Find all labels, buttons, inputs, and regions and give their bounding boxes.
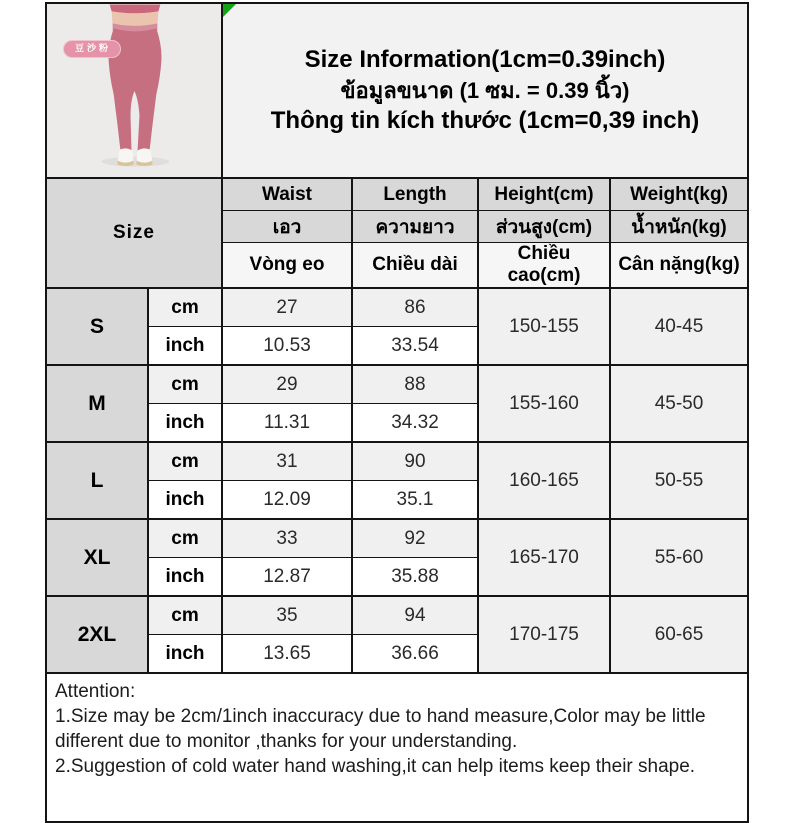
weight-range: 60-65 [610,596,748,673]
size-label-m: M [46,365,148,442]
unit-cm-label: cm [148,596,222,635]
unit-cm-label: cm [148,442,222,481]
header-row-english [46,178,748,211]
size-chart-sheet [45,2,749,823]
waist-cm-value: 31 [222,442,352,481]
waist-header-vi: Vòng eo [222,243,352,289]
waist-cm-value: 33 [222,519,352,558]
height-range: 160-165 [478,442,610,519]
title-english: Size Information(1cm=0.39inch) [304,46,666,73]
length-header-th: ความยาว [352,211,478,243]
length-header-en: Length [352,178,478,211]
size-label-l: L [46,442,148,519]
length-cm-value: 86 [352,288,478,327]
weight-range: 40-45 [610,288,748,365]
size-column-header: Size [46,178,222,288]
left-shoe [118,148,134,163]
waist-inch-value: 12.87 [222,558,352,597]
table-row [46,519,748,558]
size-label-xl: XL [46,519,148,596]
length-cm-value: 94 [352,596,478,635]
length-inch-value: 35.1 [352,481,478,520]
table-row [46,365,748,404]
right-shoe [136,148,152,163]
length-header-vi: Chiều dài [352,243,478,289]
unit-cm-label: cm [148,288,222,327]
length-inch-value: 33.54 [352,327,478,366]
waist-header-th: เอว [222,211,352,243]
length-cm-value: 90 [352,442,478,481]
attention-line-2: 2.Suggestion of cold water hand washing,it can help items keep their shape. [55,756,696,777]
height-header-en: Height(cm) [478,178,610,211]
height-range: 170-175 [478,596,610,673]
waist-inch-value: 12.09 [222,481,352,520]
waist-inch-value: 13.65 [222,635,352,674]
unit-inch-label: inch [148,481,222,520]
top-row [46,3,748,178]
length-inch-value: 35.88 [352,558,478,597]
waist-cm-value: 27 [222,288,352,327]
size-chart-table [45,2,749,823]
height-range: 165-170 [478,519,610,596]
weight-header-en: Weight(kg) [610,178,748,211]
weight-header-vi: Cân nặng(kg) [610,243,748,289]
green-corner-marker-icon [223,4,236,17]
weight-range: 55-60 [610,519,748,596]
unit-inch-label: inch [148,327,222,366]
sports-top [110,4,161,13]
title-thai: ข้อมูลขนาด (1 ซม. = 0.39 นิ้ว) [340,78,630,103]
leggings-model-illustration [47,4,222,172]
unit-cm-label: cm [148,365,222,404]
weight-range: 50-55 [610,442,748,519]
waist-cm-value: 35 [222,596,352,635]
table-row [46,442,748,481]
product-photo [46,3,222,178]
height-header-th: ส่วนสูง(cm) [478,211,610,243]
weight-range: 45-50 [610,365,748,442]
height-header-vi: Chiều cao(cm) [478,243,610,289]
unit-inch-label: inch [148,635,222,674]
waist-cm-value: 29 [222,365,352,404]
unit-inch-label: inch [148,404,222,443]
waist-header-en: Waist [222,178,352,211]
length-inch-value: 34.32 [352,404,478,443]
attention-line-1: 1.Size may be 2cm/1inch inaccuracy due to hand measure,Color may be little different due to monitor ,thanks for your understanding. [55,706,706,752]
height-range: 155-160 [478,365,610,442]
table-row [46,288,748,327]
waist-inch-value: 11.31 [222,404,352,443]
waist-inch-value: 10.53 [222,327,352,366]
unit-cm-label: cm [148,519,222,558]
table-row [46,596,748,635]
unit-inch-label: inch [148,558,222,597]
weight-header-th: น้ำหนัก(kg) [610,211,748,243]
size-label-2xl: 2XL [46,596,148,673]
title-vietnamese: Thông tin kích thước (1cm=0,39 inch) [270,107,700,134]
size-label-s: S [46,288,148,365]
length-cm-value: 92 [352,519,478,558]
size-information-title-cell [222,3,748,178]
height-range: 150-155 [478,288,610,365]
length-inch-value: 36.66 [352,635,478,674]
color-name-badge: 豆沙粉 [63,40,121,58]
length-cm-value: 88 [352,365,478,404]
attention-title: Attention: [55,681,136,702]
